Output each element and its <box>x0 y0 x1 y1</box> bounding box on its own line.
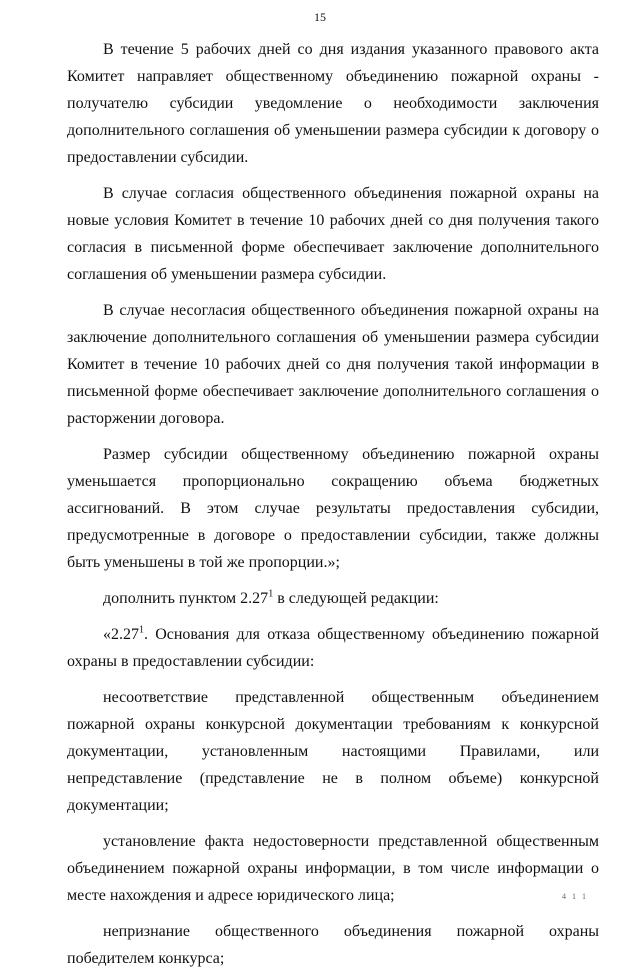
superscript-number: 1 <box>139 624 144 636</box>
paragraph-disagreement: В случае несогласия общественного объединения пожарной охраны на заключение дополнительного соглашения об уменьшении размера субсидии Комитет в течение 10 рабочих дней со дня получения такой информации в письменной форме обеспечивает заключение дополнительного соглашения о расторжении договора. <box>67 302 599 427</box>
clause-heading-text: . Основания для отказа общественному объединению пожарной охраны в предоставлении субсидии: <box>67 626 599 670</box>
paragraph-ground-inaccuracy: установление факта недостоверности представленной общественным объединением пожарной охраны информации, в том числе информации о месте нахождения и адресе юридического лица; <box>67 833 599 904</box>
footer-mark: 4 1 1 <box>562 892 588 901</box>
clause-number: «2.27 <box>103 626 139 643</box>
paragraph-add-clause <box>67 585 599 612</box>
paragraph-ground-not-winner: непризнание общественного объединения пожарной охраны победителем конкурса; <box>67 923 599 967</box>
paragraph-clause-heading <box>67 621 599 675</box>
paragraph-consent: В случае согласия общественного объединения пожарной охраны на новые условия Комитет в течение 10 рабочих дней со дня получения такого согласия в письменной форме обеспечивает заключение дополнительного соглашения об уменьшении размера субсидии. <box>67 185 599 283</box>
document-body <box>67 36 599 972</box>
clause-intro-text: дополнить пунктом 2.27 <box>103 590 269 607</box>
paragraph-reduction: Размер субсидии общественному объединению пожарной охраны уменьшается пропорционально сокращению объема бюджетных ассигнований. В этом случае результаты предоставления субсидии, предусмотренные в договоре о предоставлении субсидии, также должны быть уменьшены в той же пропорции.»; <box>67 446 599 571</box>
superscript-number: 1 <box>268 588 274 600</box>
page-number: 15 <box>314 10 326 24</box>
paragraph-notification: В течение 5 рабочих дней со дня издания указанного правового акта Комитет направляет общественному объединению пожарной охраны - получателю субсидии уведомление о необходимости заключения дополнительного соглашения об уменьшении размера субсидии к договору о предоставлении субсидии. <box>67 41 599 166</box>
clause-intro-rest: в следующей редакции: <box>273 590 439 607</box>
paragraph-ground-noncompliance: несоответствие представленной общественным объединением пожарной охраны конкурсной документации требованиям к конкурсной документации, установленным настоящими Правилами, или непредставление (представление не в полном объеме) конкурсной документации; <box>67 689 599 814</box>
